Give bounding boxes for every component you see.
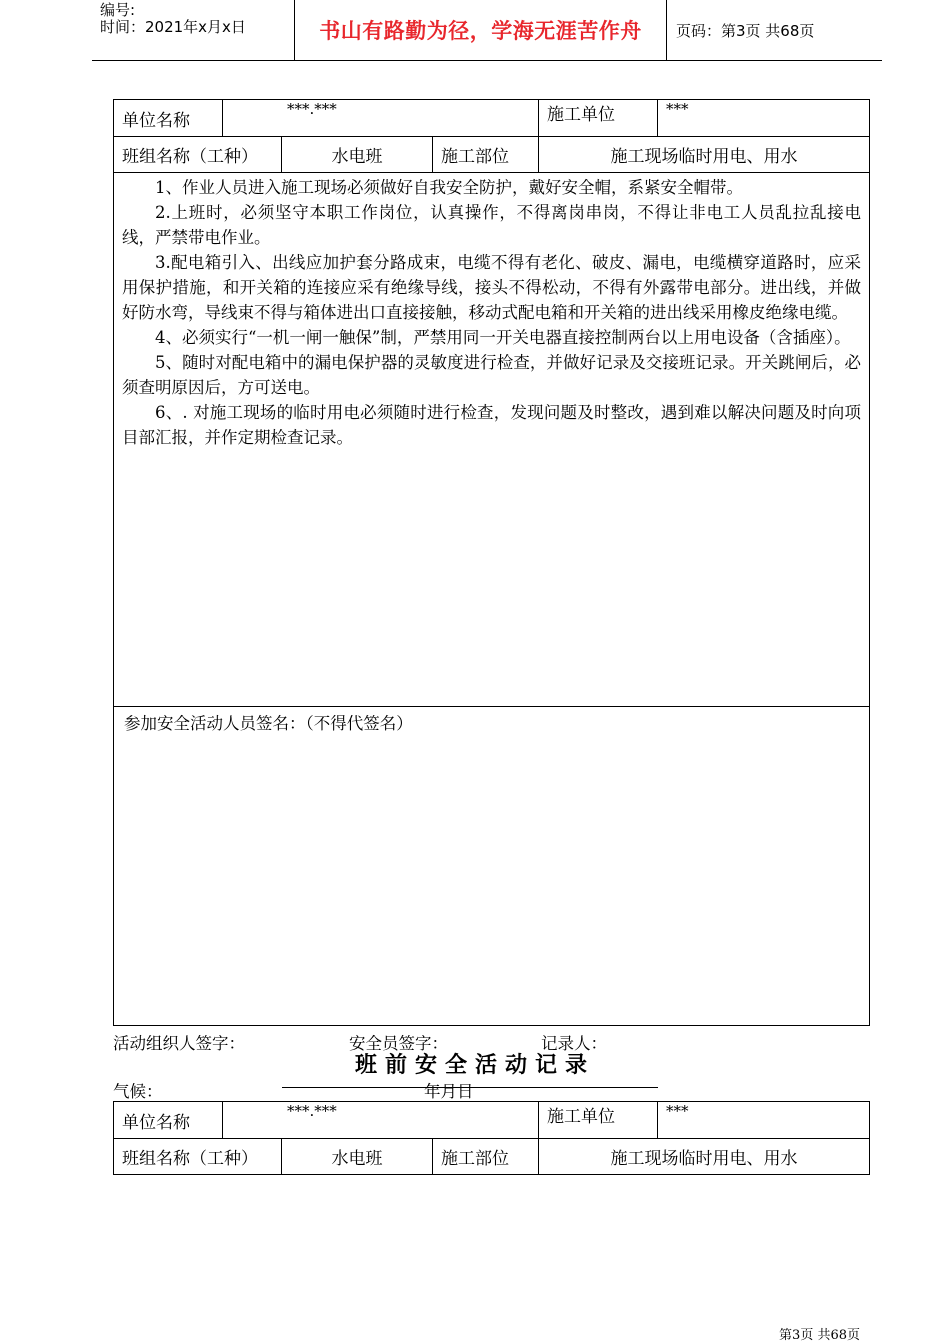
page-header	[92, 0, 882, 61]
content-paragraph: 6、. 对施工现场的临时用电必须随时进行检查，发现问题及时整改，遇到难以解决问题及时向项目部汇报，并作定期检查记录。	[122, 403, 862, 447]
signature-label: 参加安全活动人员签名：（不得代签名）	[124, 714, 413, 733]
header-page-number: 页码：第3页 共68页	[676, 21, 815, 40]
content-paragraph: 1、作业人员进入施工现场必须做好自我安全防护，戴好安全帽，系紧安全帽带。	[155, 178, 743, 197]
page-footer: 第3页 共68页	[779, 1328, 860, 1343]
team-label: 班组名称（工种）	[114, 137, 282, 173]
unit-name-value: ***.***	[223, 100, 539, 137]
date-label: 年月日	[424, 1082, 474, 1101]
header-motto: 书山有路勤为径，学海无涯苦作舟	[319, 18, 642, 43]
safety-officer-sign-label: 安全员签字：	[349, 1034, 448, 1053]
team-value: 水电班	[282, 137, 433, 173]
site-part-label: 施工部位	[433, 137, 539, 173]
construction-unit-value: ***	[658, 1102, 870, 1139]
unit-name-label: 单位名称	[114, 1102, 223, 1139]
construction-unit-label: 施工单位	[539, 100, 658, 137]
organizer-sign-label: 活动组织人签字：	[113, 1034, 245, 1053]
content-paragraph: 3.配电箱引入、出线应加护套分路成束，电缆不得有老化、破皮、漏电，电缆横穿道路时，应采用保护措施，和开关箱的连接应采有绝缘导线，接头不得松动，不得有外露带电部分。进出线，并做好防水弯，导线束不得与箱体进出口直接接触，移动式配电箱和开关箱的进出线采用橡皮绝缘电缆。	[122, 253, 862, 322]
weather-label: 气候：	[113, 1082, 163, 1101]
record-title: 班前安全活动记录	[354, 1052, 595, 1078]
site-part-value: 施工现场临时用电、用水	[539, 137, 870, 173]
unit-name-value: ***.***	[223, 1102, 539, 1139]
content-paragraph: 4、必须实行“一机一闸一触保”制，严禁用同一开关电器直接控制两台以上用电设备（含插座）。	[155, 328, 851, 347]
team-value: 水电班	[282, 1139, 433, 1175]
site-part-value: 施工现场临时用电、用水	[539, 1139, 870, 1175]
construction-unit-label: 施工单位	[539, 1102, 658, 1139]
recorder-label: 记录人：	[541, 1034, 607, 1053]
construction-unit-value: ***	[658, 100, 870, 137]
site-part-label: 施工部位	[433, 1139, 539, 1175]
content-paragraph: 2.上班时，必须坚守本职工作岗位，认真操作，不得离岗串岗，不得让非电工人员乱拉乱接电线，严禁带电作业。	[122, 203, 862, 247]
next-record-table	[113, 1101, 870, 1175]
content-paragraph: 5、随时对配电箱中的漏电保护器的灵敏度进行检查，并做好记录及交接班记录。开关跳闸后，必须查明原因后，方可送电。	[122, 353, 862, 397]
time-label: 时间：2021年x月x日	[100, 18, 246, 36]
activity-content	[114, 173, 869, 450]
header-meta	[100, 2, 246, 36]
signature-area	[113, 706, 870, 1026]
unit-name-label: 单位名称	[114, 100, 223, 137]
record-table	[113, 99, 870, 707]
header-divider	[666, 0, 667, 60]
activity-content-cell	[114, 173, 870, 707]
serial-label: 编号:	[100, 1, 136, 19]
team-label: 班组名称（工种）	[114, 1139, 282, 1175]
